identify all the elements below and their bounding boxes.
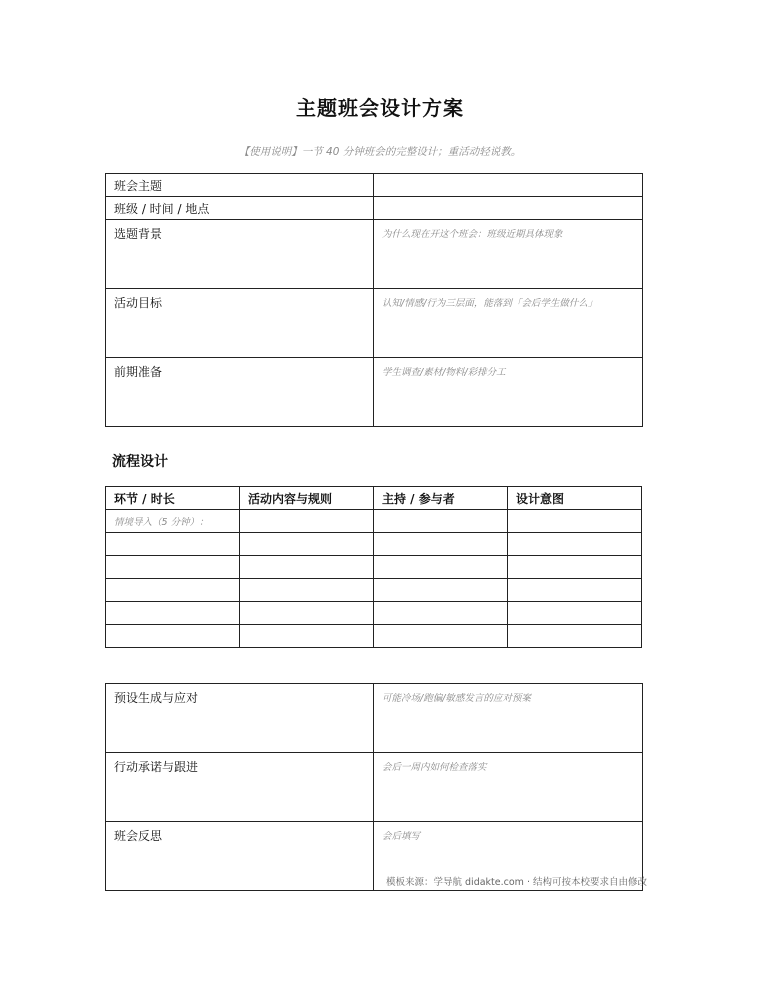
flow-cell[interactable] — [106, 579, 240, 602]
row-label-reflection: 班会反思 — [106, 822, 374, 891]
theme-field[interactable] — [374, 174, 643, 197]
flow-cell[interactable] — [374, 579, 508, 602]
contingency-field[interactable]: 可能冷场/跑偏/敏感发言的应对预案 — [374, 684, 643, 753]
flow-cell[interactable] — [508, 602, 642, 625]
row-label-background: 选题背景 — [106, 220, 374, 289]
flow-cell[interactable] — [508, 510, 642, 533]
table-row — [106, 579, 642, 602]
flow-cell[interactable] — [240, 625, 374, 648]
section-title-flow: 流程设计 — [112, 454, 168, 470]
reflection-field[interactable]: 会后填写 — [374, 822, 643, 891]
row-label-goals: 活动目标 — [106, 289, 374, 358]
table-row — [106, 220, 643, 289]
class-time-place-field[interactable] — [374, 197, 643, 220]
flow-cell[interactable] — [508, 533, 642, 556]
preparation-field[interactable]: 学生调查/素材/物料/彩排分工 — [374, 358, 643, 427]
flow-cell[interactable] — [374, 602, 508, 625]
table-row — [106, 174, 643, 197]
flow-cell[interactable] — [240, 579, 374, 602]
table-row — [106, 358, 643, 427]
flow-table — [105, 486, 642, 648]
flow-cell[interactable] — [374, 556, 508, 579]
flow-cell[interactable] — [374, 625, 508, 648]
table-row — [106, 684, 643, 753]
row-label-preparation: 前期准备 — [106, 358, 374, 427]
template-source-note: 模板来源：学导航 didakte.com · 结构可按本校要求自由修改 — [386, 877, 647, 888]
flow-cell[interactable] — [374, 533, 508, 556]
table-row — [106, 602, 642, 625]
flow-cell[interactable] — [240, 533, 374, 556]
row-label-class-time-place: 班级 / 时间 / 地点 — [106, 197, 374, 220]
row-label-follow-up: 行动承诺与跟进 — [106, 753, 374, 822]
summary-table — [105, 683, 643, 891]
flow-cell[interactable] — [106, 533, 240, 556]
page-title: 主题班会设计方案 — [296, 96, 464, 120]
table-row — [106, 197, 643, 220]
table-row — [106, 625, 642, 648]
row-label-theme: 班会主题 — [106, 174, 374, 197]
table-row — [106, 533, 642, 556]
goals-field[interactable]: 认知/情感/行为三层面，能落到「会后学生做什么」 — [374, 289, 643, 358]
follow-up-field[interactable]: 会后一周内如何检查落实 — [374, 753, 643, 822]
flow-cell[interactable] — [508, 579, 642, 602]
flow-cell[interactable] — [508, 556, 642, 579]
table-row — [106, 556, 642, 579]
table-row — [106, 510, 642, 533]
flow-cell[interactable] — [508, 625, 642, 648]
flow-cell[interactable] — [240, 556, 374, 579]
column-header-stage: 环节 / 时长 — [106, 487, 240, 510]
flow-cell[interactable]: 情境导入（5 分钟）： — [106, 510, 240, 533]
flow-cell[interactable] — [374, 510, 508, 533]
table-row — [106, 753, 643, 822]
table-row — [106, 289, 643, 358]
flow-cell[interactable] — [106, 625, 240, 648]
info-table — [105, 173, 643, 427]
column-header-intent: 设计意图 — [508, 487, 642, 510]
background-field[interactable]: 为什么现在开这个班会：班级近期具体现象 — [374, 220, 643, 289]
flow-cell[interactable] — [106, 556, 240, 579]
flow-cell[interactable] — [240, 602, 374, 625]
row-label-contingency: 预设生成与应对 — [106, 684, 374, 753]
flow-cell[interactable] — [240, 510, 374, 533]
table-header-row — [106, 487, 642, 510]
column-header-host: 主持 / 参与者 — [374, 487, 508, 510]
flow-cell[interactable] — [106, 602, 240, 625]
usage-note: 【使用说明】一节 40 分钟班会的完整设计；重活动轻说教。 — [238, 146, 522, 158]
column-header-content: 活动内容与规则 — [240, 487, 374, 510]
